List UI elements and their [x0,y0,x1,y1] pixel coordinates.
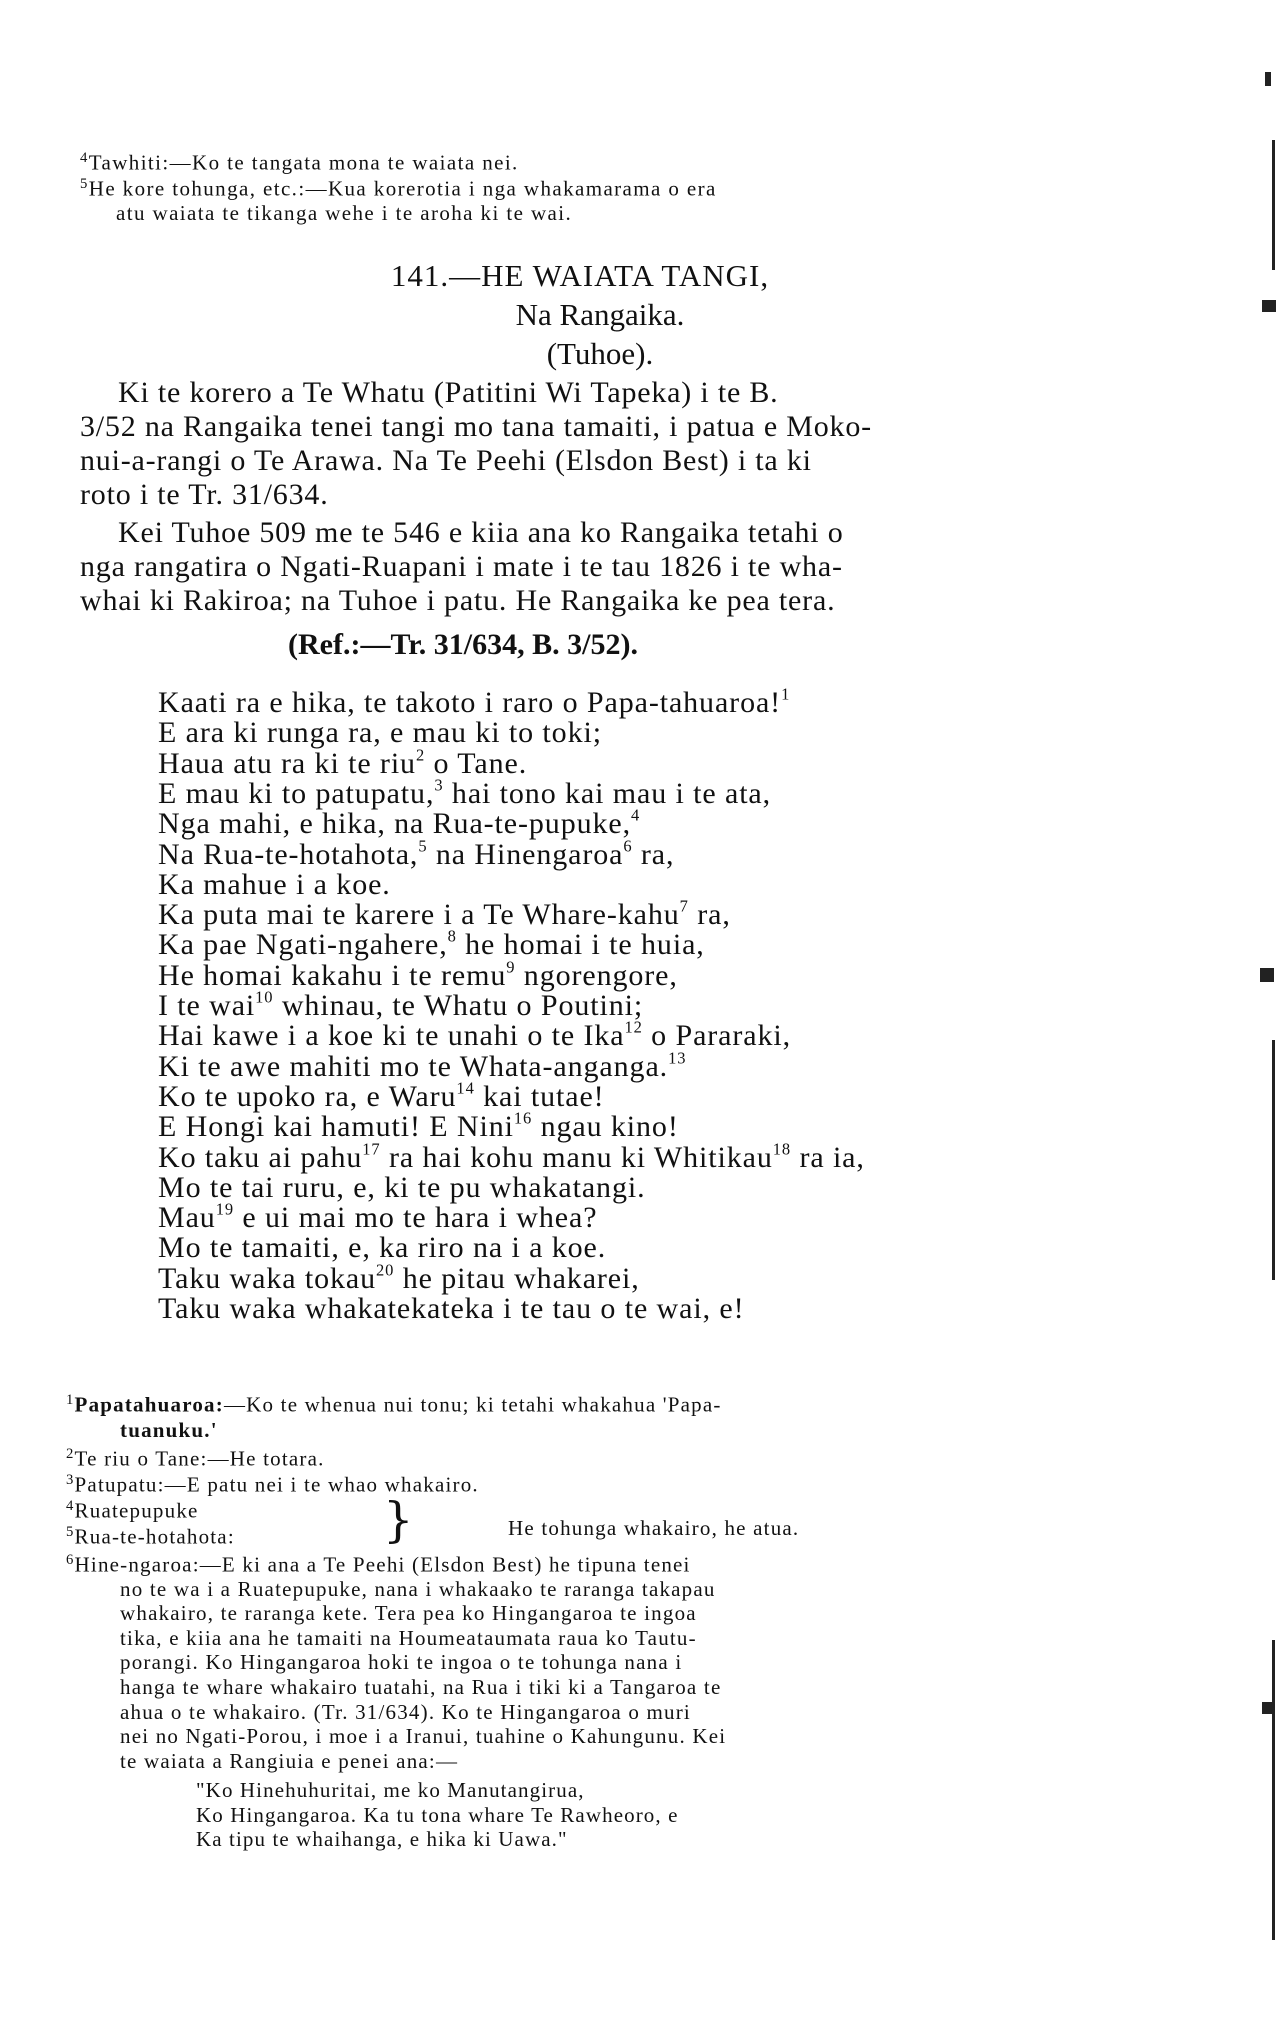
context-line: whai ki Rakiroa; na Tuhoe i patu. He Rangaika ke pea tera. [80,584,836,617]
footnote-6: $^6$Hine-ngaroa:—E ki ana a Te Peehi (Elsdon Best) he tipuna tenei [66,1552,691,1577]
footnote-5: $^5$Rua-te-hotahota: [66,1524,235,1549]
footnote-1: $^1$Papatahuaroa:—Ko te whenua nui tonu; ki tetahi whakahua 'Papa- [66,1392,722,1417]
verse-line: Ko te upoko ra, e Waru$^{14}$ kai tutae! [158,1078,605,1113]
footnote-6-line: ahua o te whakairo. (Tr. 31/634). Ko te Hingangaroa o muri [120,1699,691,1724]
song-title: 141.—HE WAIATA TANGI, [390,258,770,293]
footnote-3: $^3$Patupatu:—E patu nei i te whao whakairo. [66,1472,479,1497]
footnote-2: $^2$Te riu o Tane:—He totara. [66,1446,325,1471]
intro-line: 3/52 na Rangaika tenei tangi mo tana tamaiti, i patua e Moko- [80,410,872,443]
footnote-6-line: no te wa i a Ruatepupuke, nana i whakaako te raranga takapau [120,1576,716,1601]
scan-edge-mark [1262,1702,1274,1714]
reference: (Ref.:—Tr. 31/634, B. 3/52). [288,628,638,661]
footnote-4: $^4$Ruatepupuke [66,1498,199,1523]
scan-edge-mark [1260,968,1274,982]
verse-line: Nga mahi, e hika, na Rua-te-pupuke,$^4$ [158,805,641,841]
intro-line: nui-a-rangi o Te Arawa. Na Te Peehi (Elsdon Best) i ta ki [80,444,812,477]
footnote-6-line: whakairo, te raranga kete. Tera pea ko Hingangaroa te ingoa [120,1601,697,1626]
context-line: Kei Tuhoe 509 me te 546 e kiia ana ko Rangaika tetahi o [118,516,844,549]
verse-line: Taku waka tokau$^{20}$ he pitau whakarei, [158,1260,640,1295]
verse-line: E mau ki to patupatu,$^3$ hai tono kai mau i te ata, [158,775,772,810]
quote-line: Ko Hingangaroa. Ka tu tona whare Te Rawheoro, e [196,1802,679,1827]
verse-line: I te wai$^{10}$ whinau, te Whatu o Poutini; [158,987,644,1022]
context-line: nga rangatira o Ngati-Ruapani i mate i te tau 1826 i te wha- [80,550,843,583]
footnote-6-line: tika, e kiia ana he tamaiti na Houmeataumata raua ko Tautu- [120,1625,697,1650]
verse-line: Mo te tamaiti, e, ka riro na i a koe. [158,1231,607,1265]
verse-line: Ka mahue i a koe. [158,867,391,901]
intro-line: Ki te korero a Te Whatu (Patitini Wi Tapeka) i te B. [118,376,779,409]
scan-edge-line [1272,140,1275,270]
verse-line: Mo te tai ruru, e, ki te pu whakatangi. [158,1170,646,1204]
verse-line: Taku waka whakatekateka i te tau o te wai, e! [158,1292,745,1325]
verse-line: Haua atu ra ki te riu$^2$ o Tane. [158,745,528,780]
verse-line: E Hongi kai hamuti! E Nini$^{16}$ ngau kino! [158,1108,679,1144]
scan-edge-mark [1262,300,1276,312]
verse-line: Hai kawe i a koe ki te unahi o te Ika$^{12}$ o Pararaki, [158,1017,792,1053]
verse-line: Ki te awe mahiti mo te Whata-anganga.$^{13}$ [158,1048,687,1083]
verse-line: Na Rua-te-hotahota,$^5$ na Hinengaroa$^6$ ra, [158,836,675,871]
verse-line: Kaati ra e hika, te takoto i raro o Papa-tahuaroa!$^1$ [158,684,791,719]
quote-line: "Ko Hinehuhuritai, me ko Manutangirua, [196,1778,585,1802]
brace: } [383,1492,414,1548]
footnote-6-line: porangi. Ko Hingangaroa hoki te ingoa o te tohunga nana i [120,1650,683,1675]
verse-line: Mau$^{19}$ e ui mai mo te hara i whea? [158,1199,598,1235]
footnote-6-line: te waiata a Rangiuia e penei ana:— [120,1748,459,1773]
footnote-1-cont: tuanuku.' [120,1418,218,1442]
footnote-6-line: hanga te whare whakairo tuatahi, na Rua i tiki ki a Tangaroa te [120,1675,722,1699]
note-4: $^4$Tawhiti:—Ko te tangata mona te waiata nei. [80,150,519,175]
verse-line: E ara ki runga ra, e mau ki to toki; [158,716,602,750]
song-author: Na Rangaika. [515,297,685,332]
footnote-6-line: nei no Ngati-Porou, i moe i a Iranui, tuahine o Kahungunu. Kei [120,1724,727,1749]
footnote-4-5-desc: He tohunga whakairo, he atua. [508,1516,800,1540]
note-5-cont: atu waiata te tikanga wehe i te aroha ki te wai. [116,201,573,225]
verse-line: He homai kakahu i te remu$^9$ ngorengore, [158,957,678,992]
scan-edge-mark [1265,72,1271,86]
scan-edge-line [1272,1040,1275,1280]
intro-line: roto i te Tr. 31/634. [80,478,329,511]
verse-line: Ka pae Ngati-ngahere,$^8$ he homai i te huia, [158,927,705,962]
quote-line: Ka tipu te whaihanga, e hika ki Uawa." [196,1827,568,1852]
verse-line: Ka puta mai te karere i a Te Whare-kahu$^7$ ra, [158,896,731,932]
note-5: $^5$He kore tohunga, etc.:—Kua korerotia i nga whakamarama o era [80,176,717,201]
song-tribe: (Tuhoe). [546,336,654,371]
scan-edge-line [1272,1640,1275,1940]
verse-line: Ko taku ai pahu$^{17}$ ra hai kohu manu ki Whitikau$^{18}$ ra ia, [158,1139,865,1174]
